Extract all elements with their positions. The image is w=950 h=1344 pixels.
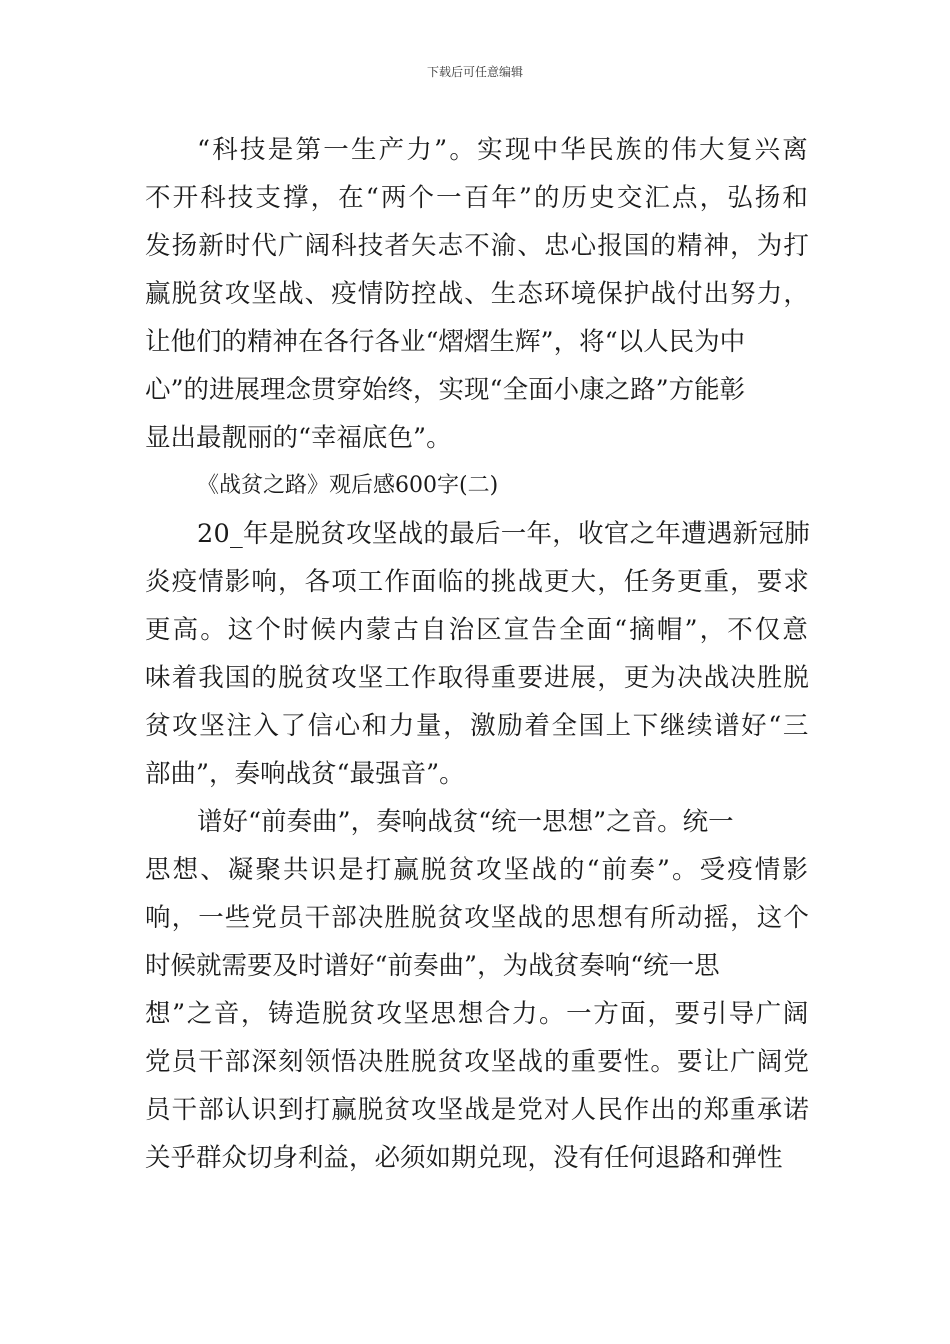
text-line: 赢脱贫攻坚战、疫情防控战、生态环境保护战付出努力， [145, 279, 810, 309]
text-line: 更高。这个时候内蒙古自治区宣告全面“摘帽”，不仅意 [145, 615, 810, 645]
section-subtitle: 《战贫之路》观后感600字(二) [197, 473, 499, 498]
text-line: “科技是第一生产力”。实现中华民族的伟大复兴离 [197, 135, 810, 165]
text-line: 谱好“前奏曲”，奏响战贫“统一思想”之音。统一 [197, 807, 734, 837]
text-line: 时候就需要及时谱好“前奏曲”，为战贫奏响“统一思 [145, 951, 720, 981]
text-line: 部曲”，奏响战贫“最强音”。 [145, 759, 465, 789]
text-line: 响，一些党员干部决胜脱贫攻坚战的思想有所动摇，这个 [145, 903, 810, 933]
text-line: 炎疫情影响，各项工作面临的挑战更大，任务更重，要求 [145, 567, 810, 597]
text-line: 心”的进展理念贯穿始终，实现“全面小康之路”方能彰 [145, 375, 746, 405]
text-line: 思想、凝聚共识是打赢脱贫攻坚战的“前奏”。受疫情影 [145, 855, 810, 885]
text-line: 想”之音，铸造脱贫攻坚思想合力。一方面，要引导广阔 [145, 999, 810, 1029]
text-line: 党员干部深刻领悟决胜脱贫攻坚战的重要性。要让广阔党 [145, 1047, 810, 1077]
document-body [145, 126, 810, 1182]
page-header-note: 下载后可任意编辑 [426, 65, 523, 79]
text-line: 显出最靓丽的“幸福底色”。 [145, 423, 452, 453]
text-line: 20_年是脱贫攻坚战的最后一年，收官之年遭遇新冠肺 [197, 519, 810, 549]
text-line: 发扬新时代广阔科技者矢志不渝、忠心报国的精神，为打 [145, 231, 810, 261]
text-line: 贫攻坚注入了信心和力量，激励着全国上下继续谱好“三 [145, 711, 810, 741]
text-line: 味着我国的脱贫攻坚工作取得重要进展，更为决战决胜脱 [145, 663, 810, 693]
text-line: 让他们的精神在各行各业“熠熠生辉”，将“以人民为中 [145, 327, 746, 357]
text-line: 关乎群众切身利益，必须如期兑现，没有任何退路和弹性 [145, 1143, 783, 1173]
text-line: 员干部认识到打赢脱贫攻坚战是党对人民作出的郑重承诺 [145, 1095, 810, 1125]
text-line: 不开科技支撑，在“两个一百年”的历史交汇点，弘扬和 [145, 183, 810, 213]
